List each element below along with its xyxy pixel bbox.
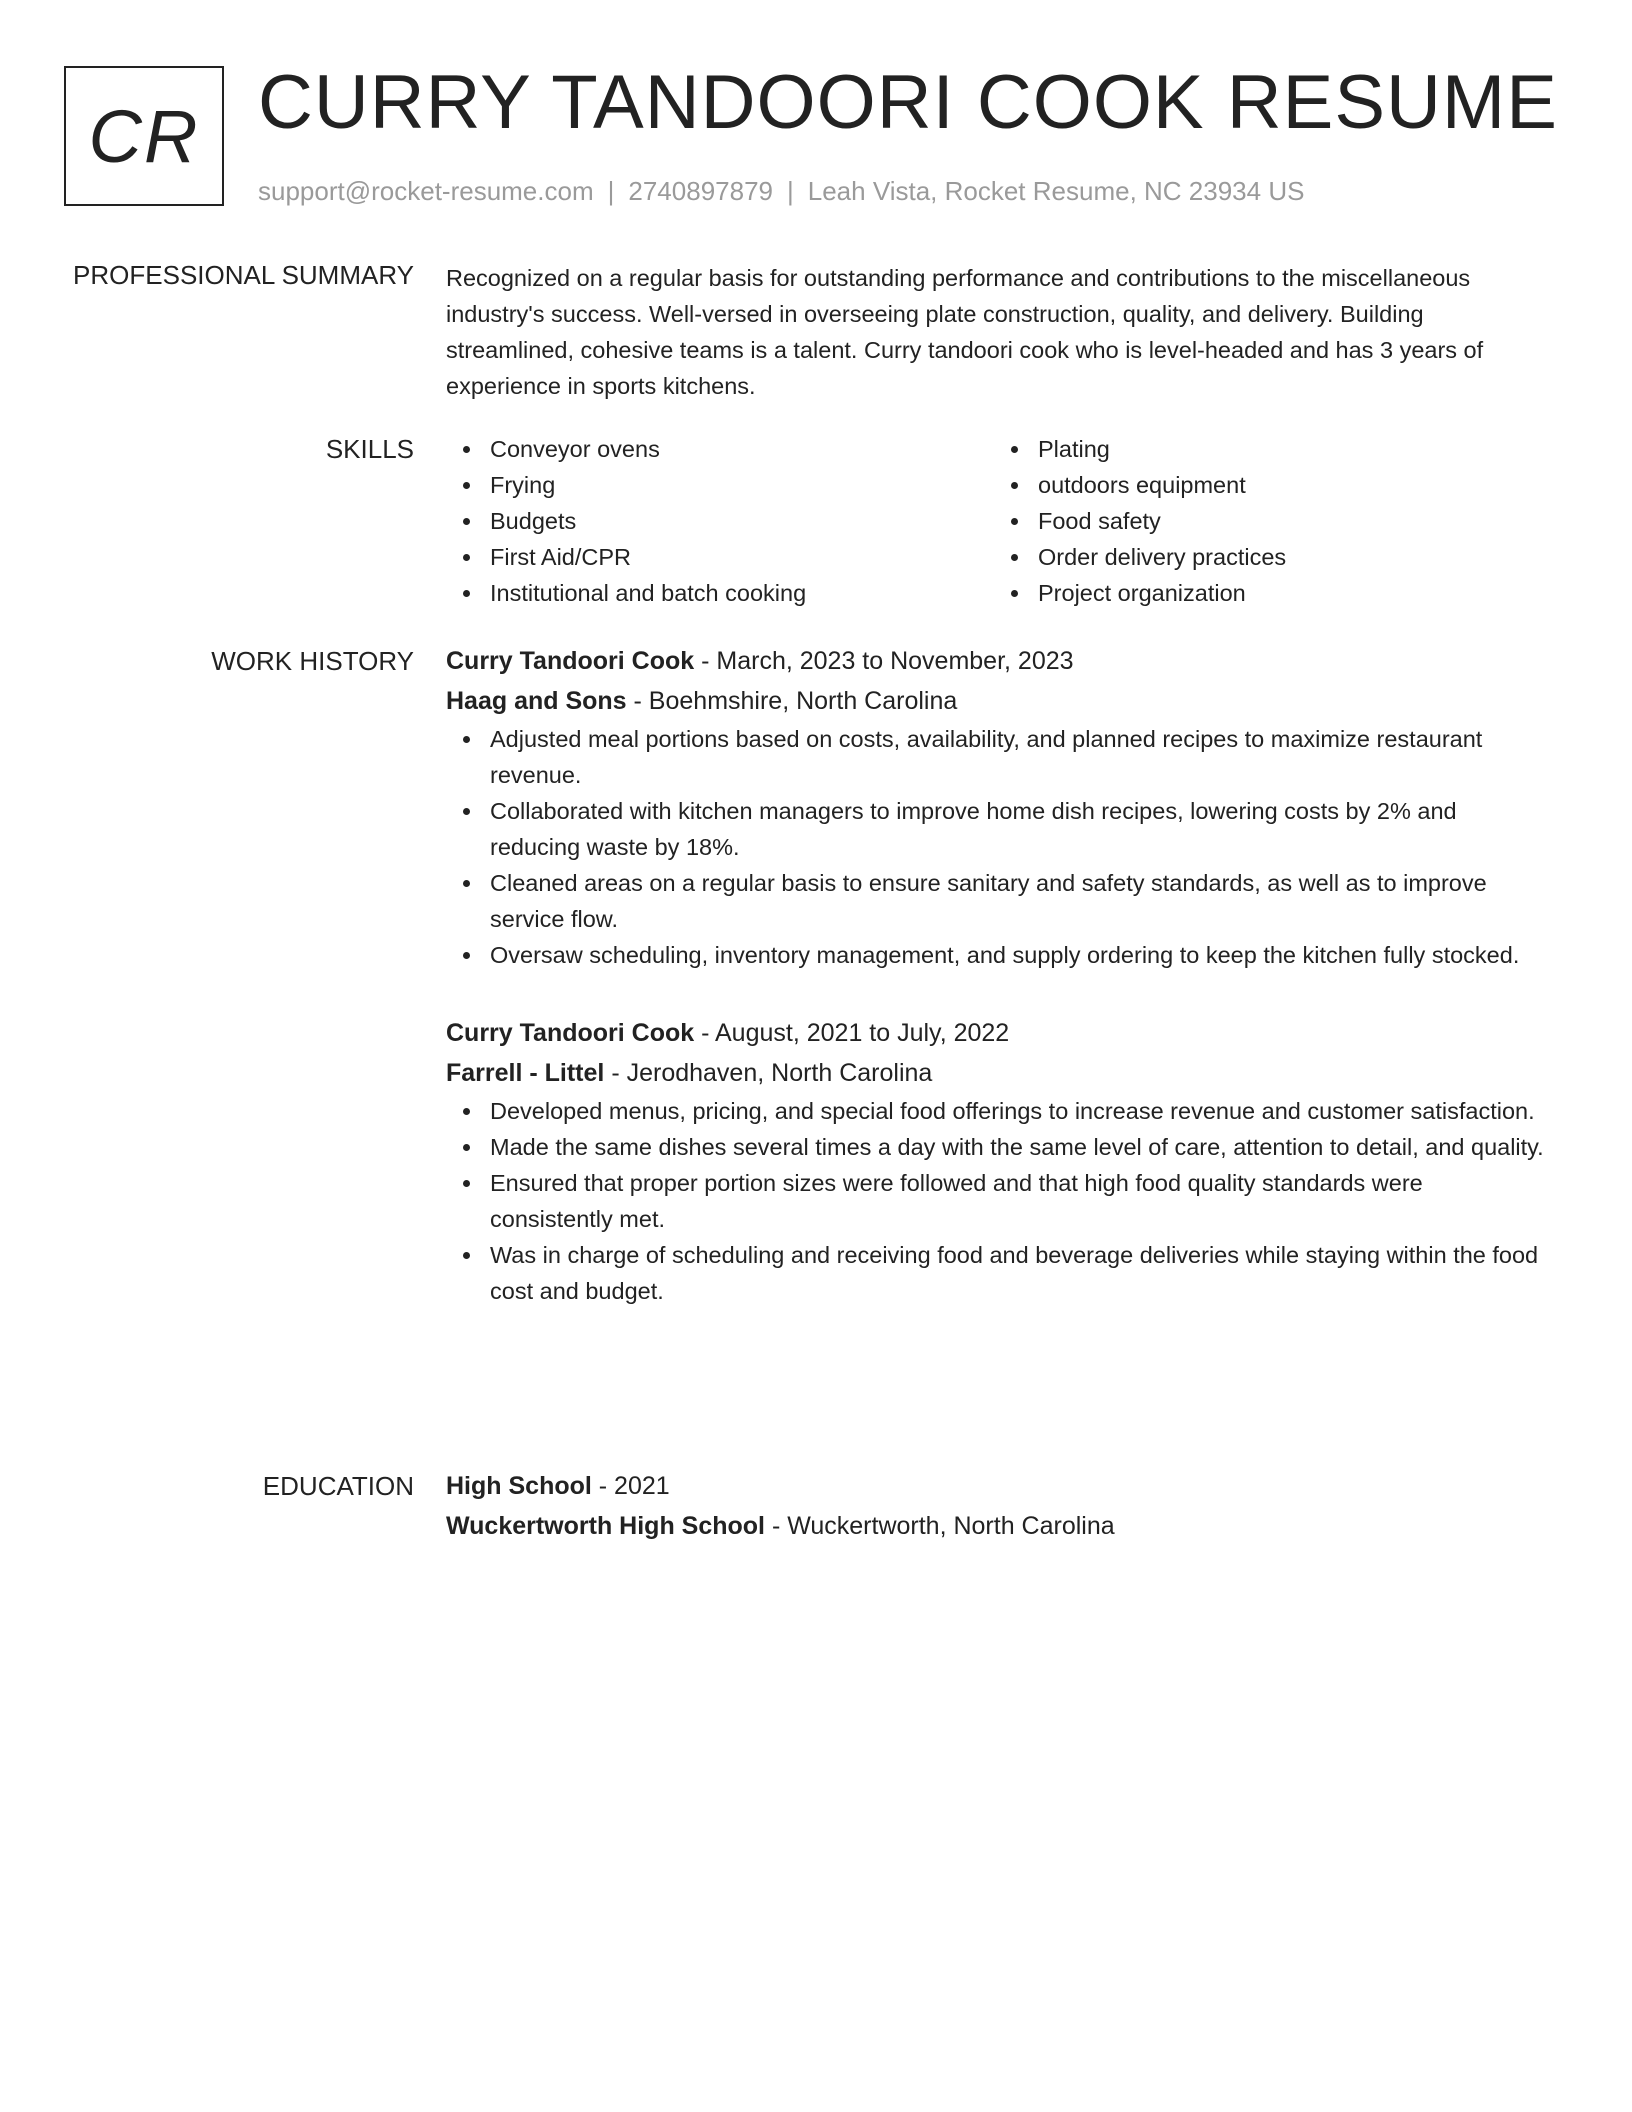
job-bullet: Ensured that proper portion sizes were followed and that high food quality standards were consistently met.	[446, 1165, 1546, 1237]
job-bullets	[446, 1093, 1546, 1309]
job-bullet: Cleaned areas on a regular basis to ensure sanitary and safety standards, as well as to improve service flow.	[446, 865, 1546, 937]
skill-item: Conveyor ovens	[446, 431, 994, 467]
contact-email: support@rocket-resume.com	[258, 176, 594, 206]
job-bullet: Oversaw scheduling, inventory management, and supply ordering to keep the kitchen fully stocked.	[446, 937, 1546, 973]
skills-label: SKILLS	[325, 434, 414, 464]
education-label: EDUCATION	[262, 1471, 414, 1501]
skill-item: Order delivery practices	[994, 539, 1542, 575]
contact-separator: |	[787, 176, 794, 206]
work-content	[446, 641, 1546, 1309]
education-year: - 2021	[591, 1472, 670, 1500]
contact-separator: |	[607, 176, 615, 206]
education-degree-line	[446, 1466, 1546, 1506]
skill-item: Plating	[994, 431, 1542, 467]
skills-grid	[446, 431, 1546, 611]
skill-item: Project organization	[994, 575, 1542, 611]
job-location: - Boehmshire, North Carolina	[626, 687, 958, 715]
contact-phone: 2740897879	[628, 176, 773, 206]
skill-item: Institutional and batch cooking	[446, 575, 994, 611]
job-company: Haag and Sons	[446, 687, 627, 715]
job-company: Farrell - Littel	[446, 1059, 605, 1087]
job-company-line	[446, 1053, 1546, 1093]
skills-list-left	[446, 431, 994, 611]
contact-address: Leah Vista, Rocket Resume, NC 23934 US	[807, 176, 1305, 206]
contact-line	[258, 174, 1304, 208]
job-location: - Jerodhaven, North Carolina	[604, 1059, 933, 1087]
education-school-line	[446, 1506, 1546, 1546]
summary-label: PROFESSIONAL SUMMARY	[73, 260, 414, 290]
summary-text: Recognized on a regular basis for outstanding performance and contributions to the miscellaneous industry's success. Well-versed in overseeing plate construction, quality, and delivery. Building streamlined, cohesive teams is a talent. Curry tandoori cook who is level-headed and has 3 years of experience in sports kitchens.	[446, 265, 1484, 399]
job-company-line	[446, 681, 1546, 721]
job-bullet: Developed menus, pricing, and special food offerings to increase revenue and customer satisfaction.	[446, 1093, 1546, 1129]
job-title: Curry Tandoori Cook	[446, 647, 695, 675]
job-entry	[446, 641, 1546, 973]
job-bullet: Adjusted meal portions based on costs, availability, and planned recipes to maximize restaurant revenue.	[446, 721, 1546, 793]
job-bullet: Collaborated with kitchen managers to improve home dish recipes, lowering costs by 2% and reducing waste by 18%.	[446, 793, 1546, 865]
job-dates: - March, 2023 to November, 2023	[694, 647, 1074, 675]
education-content	[446, 1466, 1546, 1546]
resume-title: CURRY TANDOORI COOK RESUME	[258, 60, 1558, 145]
skill-item: Budgets	[446, 503, 994, 539]
work-label: WORK HISTORY	[211, 646, 414, 676]
education-degree: High School	[446, 1472, 592, 1500]
job-bullet: Made the same dishes several times a day with the same level of care, attention to detail, and quality.	[446, 1129, 1546, 1165]
job-title-line	[446, 1013, 1546, 1053]
education-location: - Wuckertworth, North Carolina	[765, 1512, 1115, 1540]
job-bullet: Was in charge of scheduling and receiving food and beverage deliveries while staying within the food cost and budget.	[446, 1237, 1546, 1309]
skill-item: First Aid/CPR	[446, 539, 994, 575]
skill-item: outdoors equipment	[994, 467, 1542, 503]
job-title-line	[446, 641, 1546, 681]
skills-list-right	[994, 431, 1542, 611]
monogram-logo: CR	[64, 66, 224, 206]
job-bullets	[446, 721, 1546, 973]
job-dates: - August, 2021 to July, 2022	[694, 1019, 1010, 1047]
job-title: Curry Tandoori Cook	[446, 1019, 695, 1047]
skills-content	[446, 431, 1546, 611]
job-entry	[446, 1013, 1546, 1309]
skill-item: Food safety	[994, 503, 1542, 539]
summary-content	[446, 260, 1546, 404]
skill-item: Frying	[446, 467, 994, 503]
education-school: Wuckertworth High School	[446, 1512, 765, 1540]
